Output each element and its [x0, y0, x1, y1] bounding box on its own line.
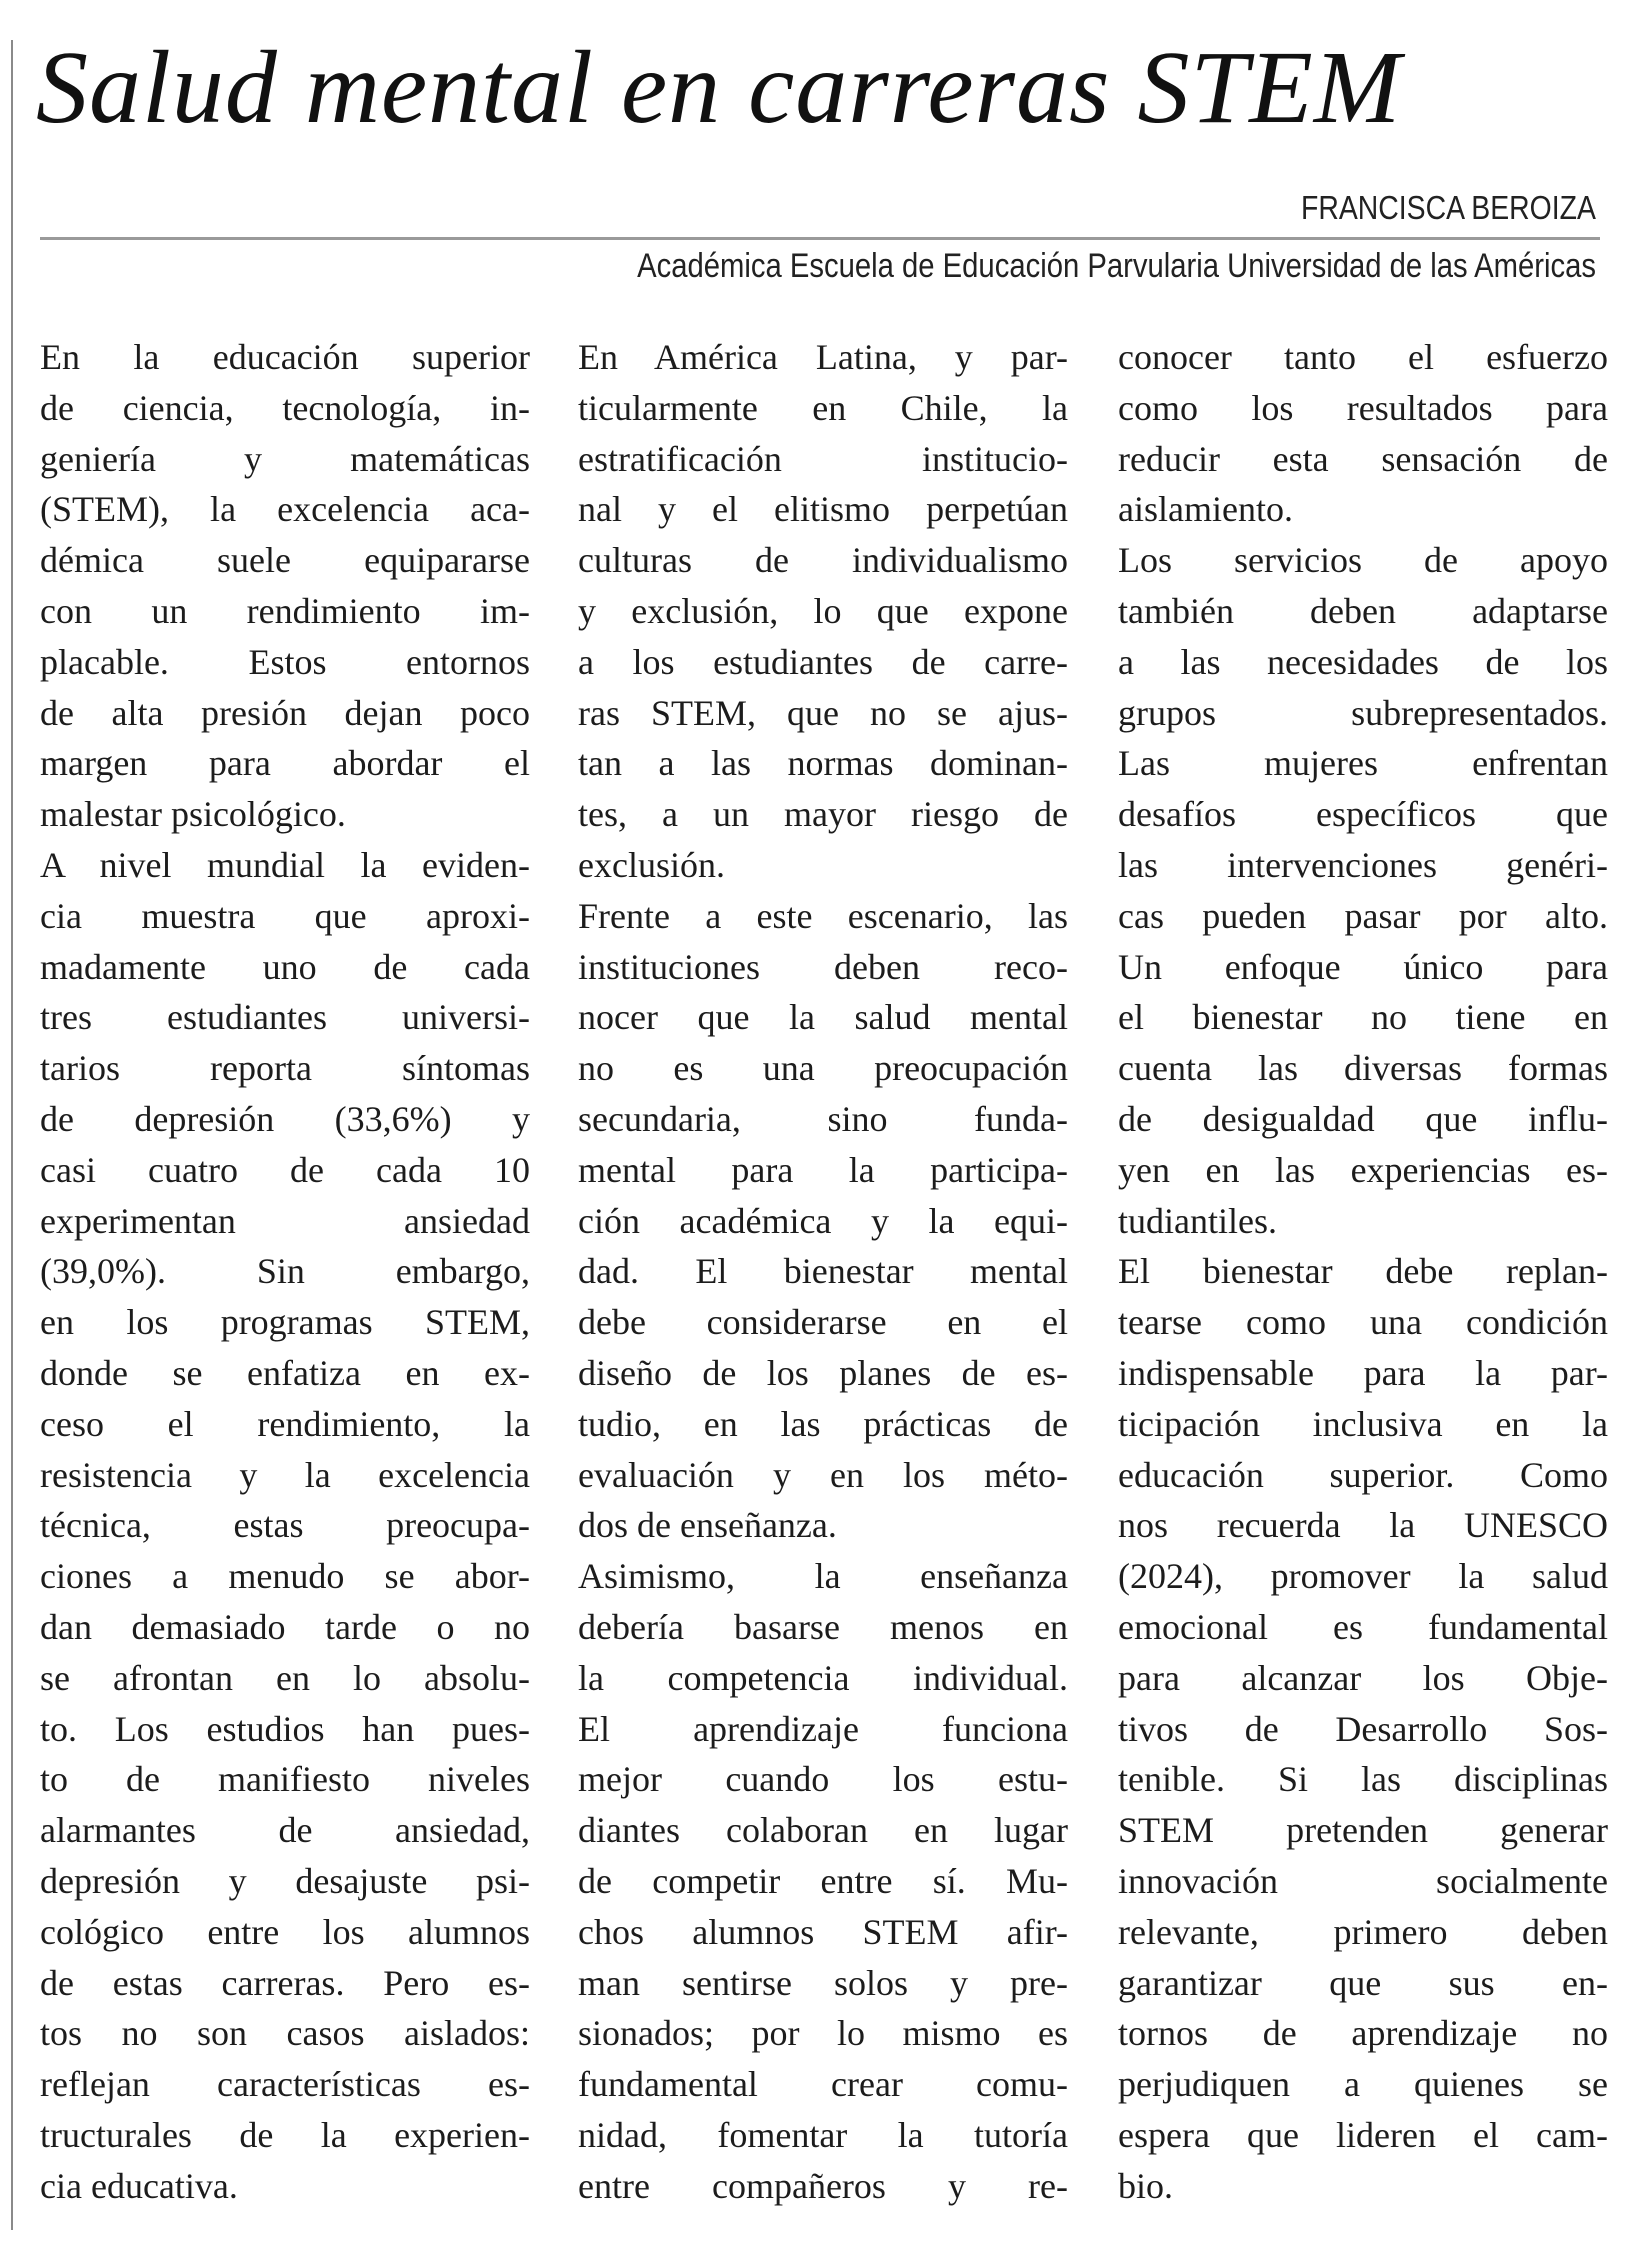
text-line: diantes colaboran en lugar [578, 1810, 1068, 1851]
text-line: perjudiquen a quienes se [1118, 2064, 1608, 2105]
author-name: FRANCISCA BEROIZA [1301, 189, 1596, 226]
text-line: y exclusión, lo que expone [578, 590, 1068, 631]
text-line: placable. Estos entornos [40, 641, 530, 682]
text-line: yen en las experiencias es- [1118, 1149, 1608, 1190]
text-line: man sentirse solos y pre- [578, 1962, 1068, 2003]
text-line: ceso el rendimiento, la [40, 1403, 530, 1444]
text-line: desafíos específicos que [1118, 794, 1608, 835]
text-line: En la educación superior [40, 337, 530, 377]
text-line: tos no son casos aislados: [40, 2013, 530, 2054]
text-line: Los servicios de apoyo [1118, 540, 1608, 581]
text-line: técnica, estas preocupa- [40, 1505, 530, 1546]
text-line: de desigualdad que influ- [1118, 1098, 1608, 1139]
author-affiliation: Académica Escuela de Educación Parvularia Universidad de las Américas [637, 247, 1596, 285]
text-line: (2024), promover la salud [1118, 1556, 1608, 1597]
text-line: evaluación y en los méto- [578, 1454, 1068, 1495]
text-line: no es una preocupación [578, 1048, 1068, 1089]
text-line: cas pueden pasar por alto. [1118, 895, 1608, 936]
text-line: espera que lideren el cam- [1118, 2114, 1608, 2155]
text-line: A nivel mundial la eviden- [40, 844, 530, 885]
text-line: de competir entre sí. Mu- [578, 1860, 1068, 1901]
text-line: tres estudiantes universi- [40, 997, 530, 1038]
text-line: Frente a este escenario, las [578, 895, 1068, 936]
text-line: exclusión. [578, 844, 725, 885]
text-line: innovación socialmente [1118, 1860, 1608, 1901]
text-line: emocional es fundamental [1118, 1606, 1608, 1647]
text-line: tornos de aprendizaje no [1118, 2013, 1608, 2054]
text-line: ticularmente en Chile, la [578, 387, 1068, 428]
text-line: entre compañeros y re- [578, 2165, 1068, 2206]
paragraph [1118, 1246, 1608, 2211]
text-line: El bienestar debe replan- [1118, 1251, 1608, 1292]
text-line: donde se enfatiza en ex- [40, 1352, 530, 1393]
text-line: cuenta las diversas formas [1118, 1048, 1608, 1089]
text-line: to de manifiesto niveles [40, 1759, 530, 1800]
text-line: Un enfoque único para [1118, 946, 1608, 987]
text-line: a las necesidades de los [1118, 641, 1608, 682]
text-line: debe considerarse en el [578, 1302, 1068, 1343]
text-line: nidad, fomentar la tutoría [578, 2114, 1068, 2155]
text-line: fundamental crear comu- [578, 2064, 1068, 2105]
text-line: también deben adaptarse [1118, 590, 1608, 631]
text-line: reflejan características es- [40, 2064, 530, 2105]
text-line: tan a las normas dominan- [578, 743, 1068, 784]
text-line: démica suele equipararse [40, 540, 530, 581]
text-line: tes, a un mayor riesgo de [578, 794, 1068, 835]
text-line: diseño de los planes de es- [578, 1352, 1068, 1393]
text-line: Las mujeres enfrentan [1118, 743, 1608, 784]
text-line: estratificación institucio- [578, 438, 1068, 479]
text-line: malestar psicológico. [40, 794, 346, 835]
text-line: reducir esta sensación de [1118, 438, 1608, 479]
text-line: geniería y matemáticas [40, 438, 530, 479]
text-line: experimentan ansiedad [40, 1200, 530, 1241]
article-column-2 [578, 332, 1068, 2211]
paragraph [578, 891, 1068, 1551]
text-line: conocer tanto el esfuerzo [1118, 337, 1608, 377]
text-line: para alcanzar los Obje- [1118, 1657, 1608, 1698]
article-column-3 [1118, 332, 1608, 2211]
text-line: culturas de individualismo [578, 540, 1068, 581]
text-line: grupos subrepresentados. [1118, 692, 1608, 733]
text-line: STEM pretenden generar [1118, 1810, 1608, 1851]
text-line: tarios reporta síntomas [40, 1048, 530, 1089]
text-line: to. Los estudios han pues- [40, 1708, 530, 1749]
paragraph [578, 1551, 1068, 2211]
article-column-1 [40, 332, 530, 2211]
paragraph [40, 840, 530, 2212]
text-line: depresión y desajuste psi- [40, 1860, 530, 1901]
text-line: con un rendimiento im- [40, 590, 530, 631]
text-line: de ciencia, tecnología, in- [40, 387, 530, 428]
text-line: dan demasiado tarde o no [40, 1606, 530, 1647]
paragraph [578, 332, 1068, 891]
text-line: nocer que la salud mental [578, 997, 1068, 1038]
text-line: cológico entre los alumnos [40, 1911, 530, 1952]
text-line: mejor cuando los estu- [578, 1759, 1068, 1800]
text-line: (STEM), la excelencia aca- [40, 489, 530, 530]
text-line: sionados; por lo mismo es [578, 2013, 1068, 2054]
text-line: nos recuerda la UNESCO [1118, 1505, 1608, 1546]
text-line: dad. El bienestar mental [578, 1251, 1068, 1292]
text-line: las intervenciones genéri- [1118, 844, 1608, 885]
text-line: relevante, primero deben [1118, 1911, 1608, 1952]
paragraph [1118, 332, 1608, 535]
text-line: casi cuatro de cada 10 [40, 1149, 530, 1190]
text-line: como los resultados para [1118, 387, 1608, 428]
text-line: resistencia y la excelencia [40, 1454, 530, 1495]
paragraph [40, 332, 530, 840]
text-line: En América Latina, y par- [578, 337, 1068, 377]
text-line: tivos de Desarrollo Sos- [1118, 1708, 1608, 1749]
column-border-line [11, 40, 13, 2230]
text-line: instituciones deben reco- [578, 946, 1068, 987]
text-line: Asimismo, la enseñanza [578, 1556, 1068, 1597]
text-line: chos alumnos STEM afir- [578, 1911, 1068, 1952]
text-line: madamente uno de cada [40, 946, 530, 987]
text-line: secundaria, sino funda- [578, 1098, 1068, 1139]
text-line: la competencia individual. [578, 1657, 1068, 1698]
text-line: se afrontan en lo absolu- [40, 1657, 530, 1698]
text-line: (39,0%). Sin embargo, [40, 1251, 530, 1292]
text-line: ción académica y la equi- [578, 1200, 1068, 1241]
text-line: cia muestra que aproxi- [40, 895, 530, 936]
text-line: aislamiento. [1118, 489, 1293, 530]
text-line: dos de enseñanza. [578, 1505, 837, 1546]
text-line: educación superior. Como [1118, 1454, 1608, 1495]
text-line: de estas carreras. Pero es- [40, 1962, 530, 2003]
text-line: cia educativa. [40, 2165, 238, 2206]
text-line: tenible. Si las disciplinas [1118, 1759, 1608, 1800]
article-title: Salud mental en carreras STEM [36, 30, 1402, 145]
text-line: indispensable para la par- [1118, 1352, 1608, 1393]
byline-divider [40, 237, 1600, 240]
paragraph [1118, 535, 1608, 1246]
text-line: tearse como una condición [1118, 1302, 1608, 1343]
text-line: El aprendizaje funciona [578, 1708, 1068, 1749]
text-line: ciones a menudo se abor- [40, 1556, 530, 1597]
text-line: tudio, en las prácticas de [578, 1403, 1068, 1444]
text-line: tructurales de la experien- [40, 2114, 530, 2155]
text-line: mental para la participa- [578, 1149, 1068, 1190]
text-line: nal y el elitismo perpetúan [578, 489, 1068, 530]
text-line: garantizar que sus en- [1118, 1962, 1608, 2003]
text-line: ticipación inclusiva en la [1118, 1403, 1608, 1444]
text-line: bio. [1118, 2165, 1174, 2206]
text-line: debería basarse menos en [578, 1606, 1068, 1647]
text-line: margen para abordar el [40, 743, 530, 784]
text-line: ras STEM, que no se ajus- [578, 692, 1068, 733]
text-line: en los programas STEM, [40, 1302, 530, 1343]
text-line: de depresión (33,6%) y [40, 1098, 530, 1139]
text-line: a los estudiantes de carre- [578, 641, 1068, 682]
text-line: tudiantiles. [1118, 1200, 1277, 1241]
text-line: de alta presión dejan poco [40, 692, 530, 733]
text-line: alarmantes de ansiedad, [40, 1810, 530, 1851]
text-line: el bienestar no tiene en [1118, 997, 1608, 1038]
